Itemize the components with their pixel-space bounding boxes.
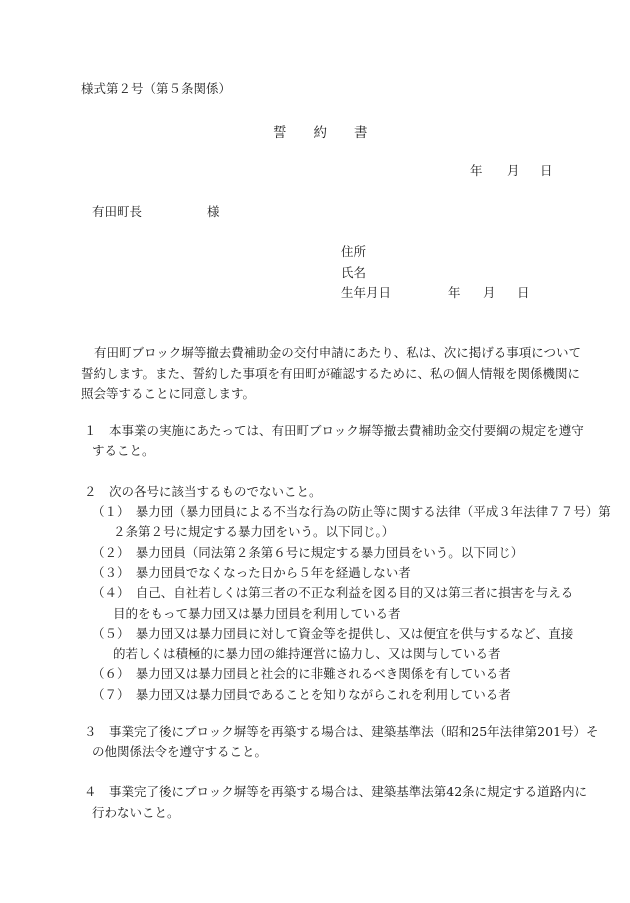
addressee-name: 有田町長: [92, 204, 143, 219]
name-label: 氏名: [341, 265, 367, 280]
item-2-sub-7: （７） 暴力団又は暴力団員であることを知りながらこれを利用している者: [92, 687, 511, 702]
item-2-heading: ２ 次の各号に該当するものでないこと。: [84, 484, 322, 499]
birthdate-label: 生年月日: [341, 285, 392, 300]
item-2-sub-5-cont: 的若しくは積極的に暴力団の維持運営に協力し、又は関与している者: [113, 646, 501, 661]
date-day-label: 日: [540, 163, 553, 178]
item-1-line: １ 本事業の実施にあたっては、有田町ブロック塀等撤去費補助金交付要綱の規定を遵守: [84, 423, 584, 438]
date-year-label: 年: [470, 163, 483, 178]
intro-line: 照会等することに同意します。: [81, 386, 256, 401]
intro-line: 有田町ブロック塀等撤去費補助金の交付申請にあたり、私は、次に掲げる事項について: [94, 345, 582, 360]
birthdate-year-label: 年: [448, 285, 461, 300]
addressee-honorific: 様: [207, 204, 220, 219]
date-month-label: 月: [507, 163, 520, 178]
item-3-line: の他関係法令を遵守すること。: [92, 744, 268, 759]
item-2-sub-1: （１） 暴力団（暴力団員による不当な行為の防止等に関する法律（平成３年法律７７号）第: [92, 504, 611, 519]
item-2-sub-3: （３） 暴力団員でなくなった日から５年を経過しない者: [92, 565, 411, 580]
document-title: 誓 約 書: [273, 125, 368, 141]
item-1-line: すること。: [92, 443, 155, 458]
birthdate-month-label: 月: [483, 285, 496, 300]
item-2-sub-4: （４） 自己、自社若しくは第三者の不正な利益を図る目的又は第三者に損害を与える: [92, 585, 574, 600]
item-2-sub-5: （５） 暴力団又は暴力団員に対して資金等を提供し、又は便宜を供与するなど、直接: [92, 626, 574, 641]
item-4-line: ４ 事業完了後にブロック塀等を再築する場合は、建築基準法第42条に規定する道路内に: [84, 784, 588, 799]
birthdate-day-label: 日: [517, 285, 530, 300]
intro-line: 誓約します。また、誓約した事項を有田町が確認するために、私の個人情報を関係機関に: [81, 366, 581, 381]
item-3-line: ３ 事業完了後にブロック塀等を再築する場合は、建築基準法（昭和25年法律第201号）そ: [84, 724, 599, 739]
item-4-line: 行わないこと。: [92, 805, 180, 820]
item-2-sub-2: （２） 暴力団員（同法第２条第６号に規定する暴力団員をいう。以下同じ）: [92, 545, 524, 560]
item-2-sub-6: （６） 暴力団又は暴力団員と社会的に非難されるべき関係を有している者: [92, 666, 511, 681]
item-2-sub-1-cont: ２条第２号に規定する暴力団をいう。以下同じ。）: [113, 524, 395, 539]
item-2-sub-4-cont: 目的をもって暴力団又は暴力団員を利用している者: [113, 606, 401, 621]
form-label: 様式第２号（第５条関係）: [81, 81, 232, 96]
address-label: 住所: [341, 244, 367, 259]
